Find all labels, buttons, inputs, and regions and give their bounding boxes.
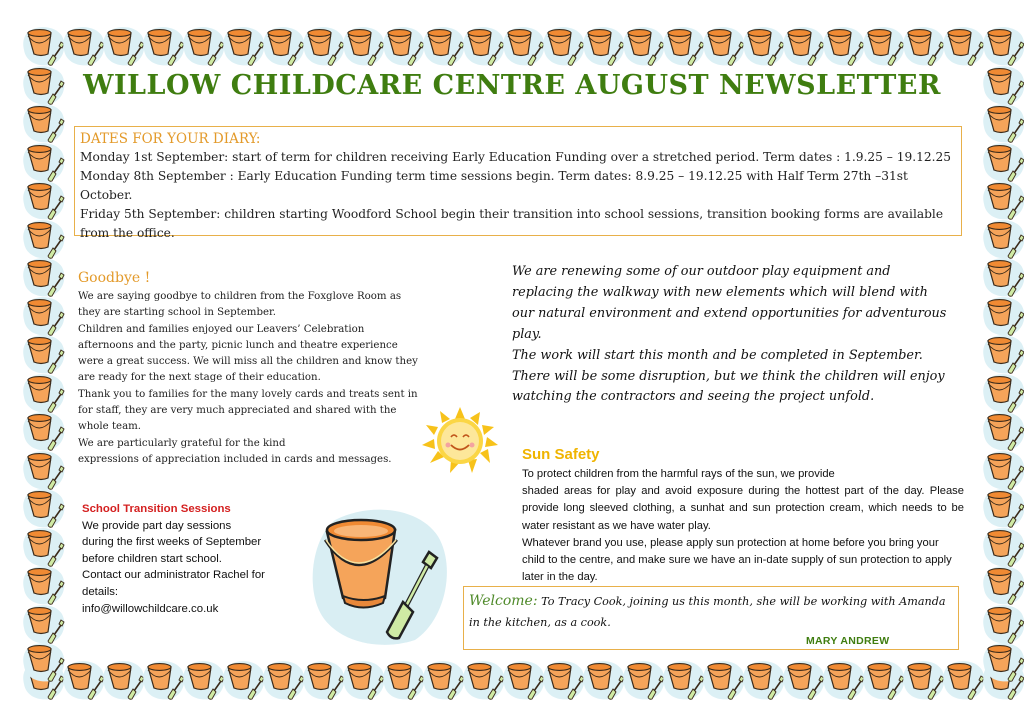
bucket-border-icon bbox=[782, 24, 826, 66]
bucket-border-icon bbox=[782, 658, 826, 700]
bucket-border-icon bbox=[222, 658, 266, 700]
bucket-border-icon bbox=[982, 409, 1024, 451]
bucket-border-icon bbox=[462, 658, 506, 700]
diary-heading: DATES FOR YOUR DIARY: bbox=[80, 131, 261, 147]
bucket-border-icon bbox=[102, 658, 146, 700]
goodbye-paragraph: We are particularly grateful for the kind bbox=[78, 437, 286, 449]
goodbye-paragraph: Children and families enjoyed our Leavers’ Celebration afternoons and the party, picnic lunch and theatre experience were a great success. We will miss all the children and know they are ready for the next stage of their education. bbox=[78, 323, 418, 384]
bucket-border-icon bbox=[102, 24, 146, 66]
bucket-border-icon bbox=[662, 658, 706, 700]
bucket-border-icon bbox=[222, 24, 266, 66]
bucket-border-icon bbox=[982, 217, 1024, 259]
bucket-border-icon bbox=[982, 24, 1024, 66]
diary-line: Friday 5th September: children starting Woodford School begin their transition into school sessions, transition booking forms are available from the office. bbox=[80, 207, 944, 240]
transition-line: before children start school. bbox=[82, 552, 222, 565]
bucket-border-icon bbox=[902, 24, 946, 66]
goodbye-section bbox=[78, 268, 423, 468]
bucket-border-icon bbox=[742, 658, 786, 700]
bucket-border-icon bbox=[982, 640, 1024, 682]
welcome-text: To Tracy Cook, joining us this month, she will be working with Amanda in the kitchen, as a cook. bbox=[469, 595, 946, 629]
bucket-border-icon bbox=[502, 24, 546, 66]
bucket-border-icon bbox=[982, 371, 1024, 413]
newsletter-title: WILLOW CHILDCARE CENTRE AUGUST NEWSLETTER bbox=[83, 70, 941, 101]
bucket-border-icon bbox=[982, 140, 1024, 182]
bucket-border-icon bbox=[702, 24, 746, 66]
bucket-border-icon bbox=[22, 332, 66, 374]
bucket-border-icon bbox=[542, 24, 586, 66]
goodbye-paragraph: We are saying goodbye to children from the Foxglove Room as they are starting school in September. bbox=[78, 291, 402, 319]
signature: MARY ANDREW bbox=[806, 635, 890, 647]
sun-safety-line: shaded areas for play and avoid exposure during the hottest part of the day. Please provide long sleeved clothing, a sunhat and sun protection cream, which needs to be water resistant as we have water play. bbox=[522, 485, 964, 532]
bucket-border-icon bbox=[22, 140, 66, 182]
bucket-border-icon bbox=[262, 24, 306, 66]
bucket-border-icon bbox=[942, 24, 986, 66]
transition-heading: School Transition Sessions bbox=[82, 503, 231, 515]
bucket-border-icon bbox=[342, 658, 386, 700]
sun-safety-section bbox=[522, 444, 964, 586]
bucket-border-icon bbox=[182, 658, 226, 700]
welcome-label: Welcome: bbox=[469, 593, 538, 609]
bucket-border-icon bbox=[142, 658, 186, 700]
bucket-border-icon bbox=[22, 294, 66, 336]
transition-line: Contact our administrator Rachel for details: bbox=[82, 569, 265, 598]
bucket-border-icon bbox=[902, 658, 946, 700]
bucket-border-icon bbox=[142, 24, 186, 66]
bucket-border-icon bbox=[982, 294, 1024, 336]
goodbye-heading: Goodbye ! bbox=[78, 270, 151, 286]
goodbye-paragraph: Thank you to families for the many lovely cards and treats sent in for staff, they are very much appreciated and shared with the whole team. bbox=[78, 388, 418, 433]
bucket-border-icon bbox=[702, 658, 746, 700]
bucket-border-icon bbox=[982, 255, 1024, 297]
bucket-border-icon bbox=[262, 658, 306, 700]
contact-email: info@willowchildcare.co.uk bbox=[82, 602, 219, 615]
bucket-border-icon bbox=[942, 658, 986, 700]
bucket-border-icon bbox=[62, 658, 106, 700]
bucket-border-icon bbox=[822, 24, 866, 66]
bucket-border-icon bbox=[982, 101, 1024, 143]
bucket-border-icon bbox=[22, 409, 66, 451]
bucket-border-icon bbox=[662, 24, 706, 66]
bucket-border-icon bbox=[22, 24, 66, 66]
bucket-border-icon bbox=[582, 658, 626, 700]
bucket-border-icon bbox=[982, 332, 1024, 374]
bucket-border-icon bbox=[982, 563, 1024, 605]
bucket-border-icon bbox=[582, 24, 626, 66]
bucket-border-icon bbox=[382, 24, 426, 66]
bucket-border-icon bbox=[342, 24, 386, 66]
bucket-border-icon bbox=[622, 24, 666, 66]
sun-safety-line: Whatever brand you use, please apply sun protection at home before you bring your child to the centre, and make sure we have an in-date supply of sun protection to apply later in the day. bbox=[522, 536, 952, 584]
outdoor-renewal-section bbox=[512, 262, 952, 408]
bucket-border-icon bbox=[22, 101, 66, 143]
bucket-border-icon bbox=[22, 640, 66, 682]
bucket-border-icon bbox=[822, 658, 866, 700]
bucket-border-icon bbox=[22, 563, 66, 605]
renewal-paragraph: The work will start this month and be completed in September. There will be some disruption, but we think the children will enjoy watching the contractors and seeing the project unfold. bbox=[512, 347, 945, 405]
smiling-sun-icon bbox=[420, 405, 500, 475]
bucket-border-icon bbox=[182, 24, 226, 66]
bucket-border-icon bbox=[862, 658, 906, 700]
bucket-border-icon bbox=[982, 486, 1024, 528]
goodbye-paragraph: expressions of appreciation included in cards and messages. bbox=[78, 453, 392, 465]
bucket-border-icon bbox=[542, 658, 586, 700]
bucket-border-icon bbox=[302, 24, 346, 66]
school-transition-section bbox=[82, 501, 302, 617]
bucket-border-icon bbox=[982, 448, 1024, 490]
welcome-box bbox=[463, 586, 959, 650]
diary-line: Monday 8th September : Early Education Funding term time sessions begin. Term dates: 8.9.25 – 19.12.25 with Half Term 27th –31st October. bbox=[80, 169, 908, 202]
bucket-border-icon bbox=[982, 178, 1024, 220]
sun-safety-line: To protect children from the harmful rays of the sun, we provide bbox=[522, 468, 835, 480]
bucket-border-icon bbox=[62, 24, 106, 66]
bucket-border-icon bbox=[302, 658, 346, 700]
bucket-border-icon bbox=[22, 602, 66, 644]
bucket-border-icon bbox=[502, 658, 546, 700]
bucket-and-spade-icon bbox=[305, 500, 455, 650]
bucket-border-icon bbox=[22, 371, 66, 413]
bucket-border-icon bbox=[22, 525, 66, 567]
bucket-border-icon bbox=[22, 448, 66, 490]
dates-for-diary-box bbox=[74, 126, 962, 240]
renewal-paragraph: We are renewing some of our outdoor play equipment and replacing the walkway with new elements which will blend with our natural environment and extend opportunities for adventurous play. bbox=[512, 264, 947, 342]
bucket-border-icon bbox=[422, 24, 466, 66]
bucket-border-icon bbox=[22, 217, 66, 259]
bucket-border-icon bbox=[982, 602, 1024, 644]
bucket-border-icon bbox=[22, 178, 66, 220]
transition-line: during the first weeks of September bbox=[82, 536, 262, 549]
transition-line: We provide part day sessions bbox=[82, 519, 232, 532]
bucket-border-icon bbox=[622, 658, 666, 700]
sun-safety-heading: Sun Safety bbox=[522, 446, 600, 463]
bucket-border-icon bbox=[422, 658, 466, 700]
bucket-border-icon bbox=[382, 658, 426, 700]
diary-line: Monday 1st September: start of term for children receiving Early Education Funding over a stretched period. Term dates : 1.9.25 – 19.12.25 bbox=[80, 150, 951, 164]
bucket-border-icon bbox=[862, 24, 906, 66]
bucket-border-icon bbox=[462, 24, 506, 66]
bucket-border-icon bbox=[22, 486, 66, 528]
bucket-border-icon bbox=[982, 525, 1024, 567]
bucket-border-icon bbox=[22, 255, 66, 297]
bucket-border-icon bbox=[742, 24, 786, 66]
